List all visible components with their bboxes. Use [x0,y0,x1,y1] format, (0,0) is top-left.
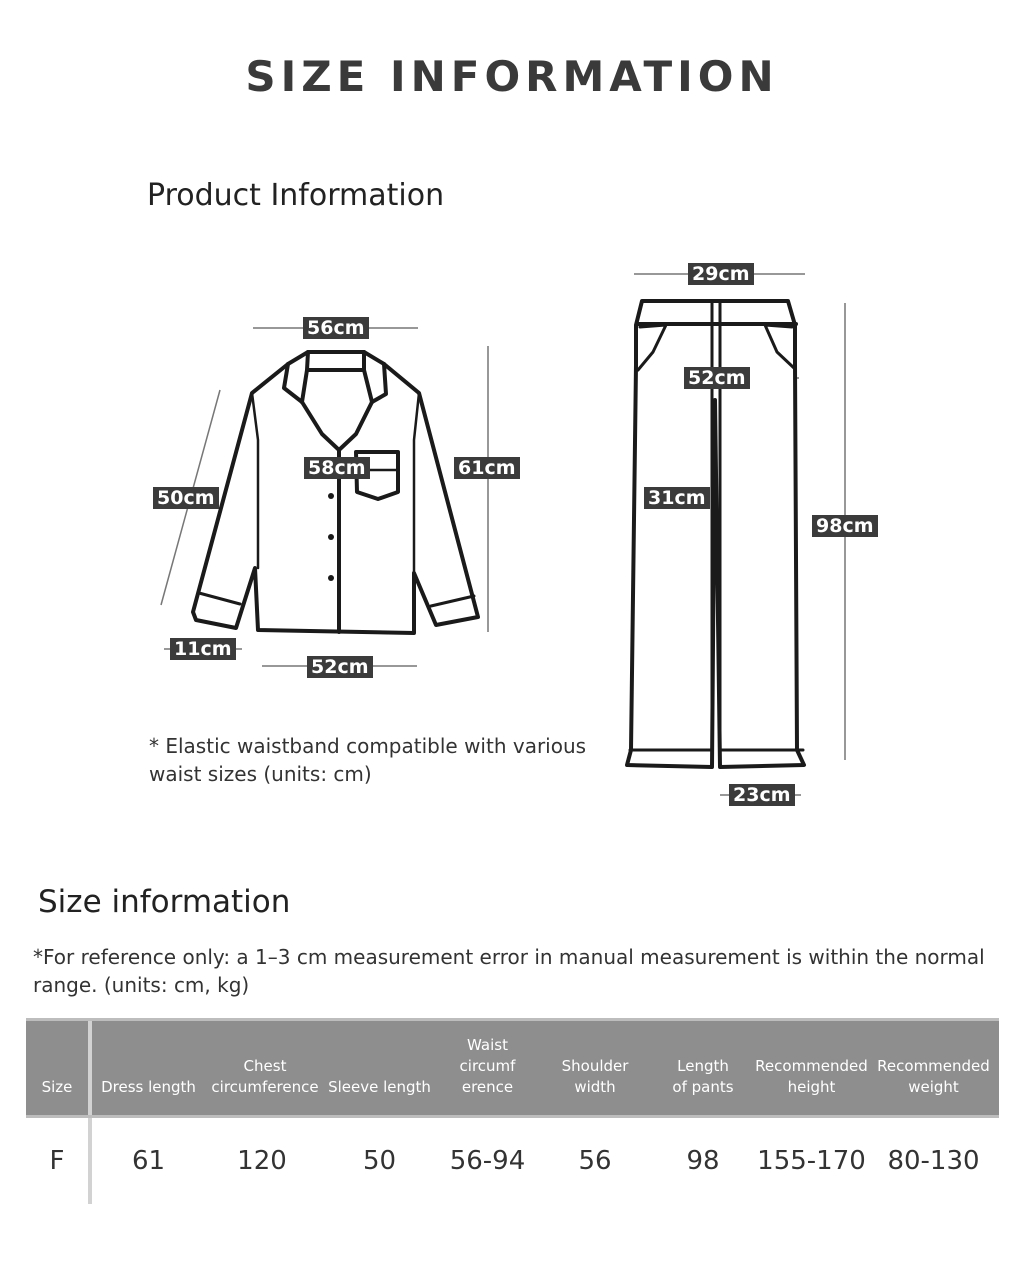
shirt-drawing [193,352,478,633]
header-recommended-weight: Recommended weight [877,1057,990,1096]
table-header-row [26,1018,999,1118]
header-size: Size [26,1021,92,1115]
cell-length-of-pants: 98 [686,1146,720,1176]
header-recommended-height: Recommended height [755,1057,868,1096]
measurement-note: *For reference only: a 1–3 cm measurement error in manual measurement is within the normal range. (units: cm, kg) [33,945,985,997]
pants-hip-label: 52cm [684,367,750,389]
cell-shoulder-width: 56 [578,1146,612,1176]
cell-waist-circumference: 56-94 [449,1146,526,1176]
header-chest-circumference: Chest circumference [211,1057,319,1096]
cell-recommended-weight: 80-130 [887,1146,980,1176]
cell-recommended-height: 155-170 [757,1146,866,1176]
shirt-length-label: 61cm [454,457,520,479]
shirt-cuff-label: 11cm [170,638,236,660]
cell-sleeve-length: 50 [362,1146,397,1176]
table-row [26,1118,999,1204]
page-title: SIZE INFORMATION [245,52,779,101]
cell-chest-circumference: 120 [237,1146,287,1176]
pants-leg-opening-label: 23cm [729,784,795,806]
shirt-hem-label: 52cm [307,656,373,678]
header-dress-length: Dress length [101,1078,196,1096]
shirt-chest-label: 58cm [304,457,370,479]
header-sleeve-length: Sleeve length [328,1078,431,1096]
header-waist-circumference: Waist circumf erence [459,1036,516,1096]
header-length-of-pants: Length of pants [672,1057,734,1096]
cell-size: F [26,1118,92,1204]
shirt-sleeve-label: 50cm [153,487,219,509]
cell-dress-length: 61 [131,1146,166,1176]
product-information-heading: Product Information [147,178,445,213]
shirt-shoulder-label: 56cm [303,317,369,339]
pants-length-label: 98cm [812,515,878,537]
pants-waist-top-label: 29cm [688,263,754,285]
size-table [26,1018,999,1204]
pants-thigh-label: 31cm [644,487,710,509]
header-shoulder-width: Shoulder width [561,1057,629,1096]
size-information-heading: Size information [38,884,291,920]
waistband-note: * Elastic waistband compatible with various waist sizes (units: cm) [149,734,587,786]
